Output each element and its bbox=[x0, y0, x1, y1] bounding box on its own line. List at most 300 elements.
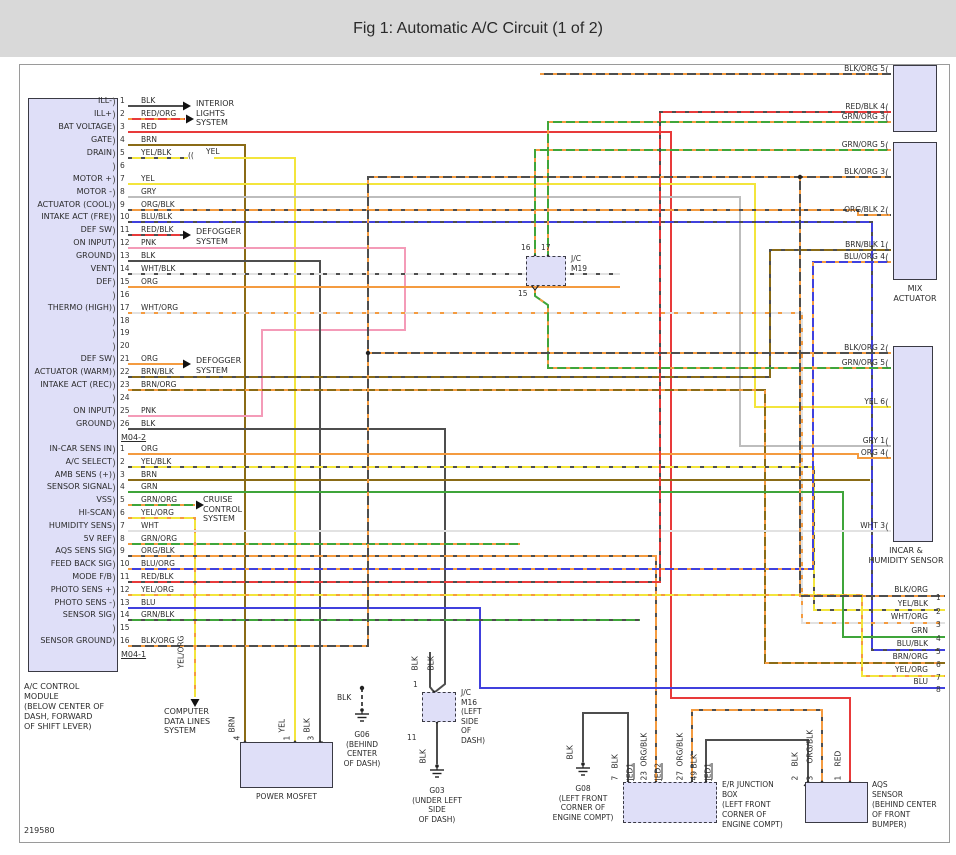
pin-number: 5 bbox=[120, 495, 125, 504]
pin-function-label: ACTUATOR (COOL) bbox=[37, 200, 112, 209]
wire-color-label: ORG/BLK bbox=[141, 546, 175, 555]
wire-blk bbox=[583, 713, 628, 781]
wire-color-label: RED/BLK bbox=[141, 572, 174, 581]
pin-number: 3 bbox=[120, 122, 125, 131]
pin-function-label: A/C SELECT bbox=[65, 457, 112, 466]
wire-color-label: GRY bbox=[141, 187, 157, 196]
module-caption: MODULE bbox=[24, 692, 59, 701]
pin-number: 10 bbox=[120, 212, 130, 221]
aqs-sensor-box-label: (BEHIND CENTER bbox=[872, 800, 937, 809]
pin-bracket: ( bbox=[885, 344, 889, 355]
pin-function-label: AQS SENS SIG bbox=[55, 546, 112, 555]
pin-number: 1 bbox=[120, 96, 125, 105]
ground-label-G08: (LEFT FRONT bbox=[558, 793, 608, 803]
system-ref-interior-lights: SYSTEM bbox=[196, 118, 228, 127]
vertical-wire-label: 23 bbox=[639, 770, 649, 781]
vertical-wire-label: BLK bbox=[610, 754, 620, 769]
component-pin-label: GRY 1 bbox=[862, 436, 885, 445]
wire-color-label: RED/ORG bbox=[141, 109, 177, 118]
jc-m19-pin-number: 16 bbox=[521, 243, 531, 252]
jc-m16-pin-number: 11 bbox=[407, 733, 417, 742]
wire-color-label: PNK bbox=[141, 238, 157, 247]
pin-bracket: ) bbox=[112, 291, 116, 302]
ground-label-G06: OF DASH) bbox=[343, 758, 381, 768]
pin-bracket: ) bbox=[112, 586, 116, 597]
wire-color-label: WHT/BLK bbox=[141, 264, 176, 273]
wire-color-label: WHT bbox=[141, 521, 159, 530]
jc-m16-label: J/C bbox=[461, 688, 471, 697]
pin-bracket: ) bbox=[112, 471, 116, 482]
pin-bracket: ) bbox=[112, 637, 116, 648]
vertical-wire-label: BLK bbox=[689, 754, 699, 769]
pin-bracket: ( bbox=[885, 359, 889, 370]
wire-color-label: BLU bbox=[141, 598, 156, 607]
jc-m16-label: M16 bbox=[461, 697, 478, 707]
jc-m16-label: OF bbox=[461, 726, 472, 735]
wire-color-label: GRN/BLK bbox=[141, 610, 175, 619]
pin-number: 8 bbox=[120, 534, 125, 543]
pin-bracket: ( bbox=[885, 449, 889, 460]
pin-bracket: ) bbox=[112, 624, 116, 635]
ground-label-G08: CORNER OF bbox=[560, 803, 606, 812]
pin-bracket: ( bbox=[885, 168, 889, 179]
pin-function-label: 5V REF bbox=[83, 534, 112, 543]
pin-function-label: THERMO (HIGH) bbox=[47, 303, 112, 312]
pin-number: 9 bbox=[120, 546, 125, 555]
system-ref-cruise-control: CRUISE bbox=[203, 495, 233, 504]
pin-number: 21 bbox=[120, 354, 130, 363]
vertical-wire-label: 2 bbox=[790, 775, 800, 781]
system-ref-computer-data-lines: COMPUTER bbox=[164, 707, 209, 716]
pin-bracket: ) bbox=[112, 483, 116, 494]
component-pin-label: GRN/ORG 5 bbox=[841, 358, 885, 367]
pin-number: 25 bbox=[120, 406, 130, 415]
wire-color-label: BLU/BLK bbox=[141, 212, 173, 221]
pin-bracket: ) bbox=[112, 342, 116, 353]
vertical-wire-label: 1 bbox=[282, 735, 292, 741]
component-pin-label: GRN/ORG 3 bbox=[841, 112, 885, 121]
system-ref-defogger-1: SYSTEM bbox=[196, 236, 228, 246]
wire-color-label: YEL/BLK bbox=[141, 457, 172, 466]
pin-number: 12 bbox=[120, 585, 130, 594]
wire-yel bbox=[128, 184, 891, 407]
pin-number: 20 bbox=[120, 341, 130, 350]
component-pin-label: BLK/ORG 3 bbox=[844, 167, 885, 176]
pin-bracket: ) bbox=[112, 611, 116, 622]
pin-number: 2 bbox=[120, 457, 125, 466]
ground-label-G06: G06 bbox=[354, 730, 370, 739]
vertical-wire-label: RED bbox=[833, 750, 843, 767]
pin-bracket: ) bbox=[112, 407, 116, 418]
wire-color-label: WHT/ORG bbox=[141, 303, 179, 312]
wire-color-label: ORG bbox=[141, 277, 158, 286]
pin-number: 4 bbox=[120, 482, 125, 491]
pin-bracket: ) bbox=[112, 599, 116, 610]
er-junction-box-label: E/R JUNCTION bbox=[722, 780, 774, 789]
incar-humidity-sensor-box bbox=[893, 346, 933, 542]
pin-bracket: ) bbox=[112, 368, 116, 379]
pin-number: 14 bbox=[120, 610, 130, 619]
right-edge-pin-number: 1 bbox=[936, 593, 941, 602]
pin-bracket: ( bbox=[885, 65, 889, 76]
component-pin-label: YEL 6 bbox=[864, 397, 885, 406]
vertical-wire-label: JED2 bbox=[653, 763, 663, 781]
pin-bracket: ( bbox=[885, 437, 889, 448]
right-edge-wire-label: BRN/ORG bbox=[892, 652, 928, 661]
component-pin-label: BLK/ORG 2 bbox=[844, 343, 885, 352]
system-ref-computer-data-lines: DATA LINES bbox=[164, 716, 211, 726]
vertical-wire-label: JED1 bbox=[703, 763, 713, 781]
module-caption: (BELOW CENTER OF bbox=[24, 702, 105, 711]
pin-function-label: FEED BACK SIG bbox=[50, 559, 112, 568]
pin-bracket: ( bbox=[885, 241, 889, 252]
power-mosfet-label: POWER MOSFET bbox=[256, 792, 317, 801]
pin-function-label: DEF SW bbox=[80, 354, 112, 363]
vertical-wire-label: BLK bbox=[565, 745, 575, 760]
wire-color-label: YEL bbox=[141, 174, 155, 183]
system-ref-arrow-icon bbox=[186, 115, 194, 124]
system-ref-arrow-icon bbox=[191, 699, 200, 707]
module-caption: A/C CONTROL bbox=[24, 682, 80, 691]
vertical-wire-label: BLK bbox=[410, 656, 420, 671]
system-ref-computer-data-lines: SYSTEM bbox=[164, 726, 196, 735]
pin-bracket: ) bbox=[112, 136, 116, 147]
wire-color-label: BLK bbox=[141, 251, 156, 260]
wire-annotation: BLK bbox=[337, 693, 352, 702]
pin-number: 8 bbox=[120, 187, 125, 196]
pin-function-label: GATE bbox=[91, 135, 112, 144]
wire-color-label: BRN bbox=[141, 470, 157, 479]
ground-label-G03: SIDE bbox=[428, 805, 446, 814]
wire-color-label: GRN/ORG bbox=[141, 534, 178, 543]
jc-m19-label: J/C bbox=[571, 254, 581, 263]
pin-bracket: ( bbox=[885, 522, 889, 533]
pin-number: 22 bbox=[120, 367, 130, 376]
jc-m16-pin-number: 1 bbox=[413, 680, 418, 689]
wire-yel-blk bbox=[128, 467, 945, 610]
aqs-sensor-box-label: AQS bbox=[872, 780, 888, 789]
pin-bracket: ) bbox=[112, 355, 116, 366]
aqs-sensor-box bbox=[805, 782, 868, 823]
pin-bracket: ) bbox=[112, 535, 116, 546]
junction-dot bbox=[366, 351, 370, 355]
wire-grn bbox=[128, 492, 945, 637]
pin-bracket: ) bbox=[112, 381, 116, 392]
component-pin-label: BRN/BLK 1 bbox=[845, 240, 885, 249]
aqs-sensor-box-label: OF FRONT bbox=[872, 810, 911, 819]
right-edge-pin-number: 6 bbox=[936, 660, 941, 669]
wire-color-label: YEL/ORG bbox=[141, 585, 174, 594]
system-ref-cruise-control: SYSTEM bbox=[203, 514, 235, 523]
er-junction-box-label: ENGINE COMPT) bbox=[722, 820, 783, 829]
pin-number: 15 bbox=[120, 623, 130, 632]
wire-color-label: RED bbox=[141, 122, 157, 131]
right-edge-pin-number: 8 bbox=[936, 685, 941, 694]
mix-actuator-label: ACTUATOR bbox=[893, 294, 937, 303]
component-pin-label: ORG 4 bbox=[860, 448, 885, 457]
pin-number: 7 bbox=[120, 174, 125, 183]
module-caption: DASH, FORWARD bbox=[24, 712, 93, 721]
pin-bracket: ) bbox=[112, 329, 116, 340]
component-pin-label: ORG/BLK 2 bbox=[844, 205, 885, 214]
ground-label-G03: OF DASH) bbox=[418, 814, 456, 824]
ground-label-G06: CENTER bbox=[346, 749, 378, 758]
pin-number: 23 bbox=[120, 380, 130, 389]
pin-function-label: IN-CAR SENS IN bbox=[49, 444, 112, 453]
pin-function-label: SENSOR GROUND bbox=[40, 636, 112, 645]
aqs-sensor-box-label: BUMPER) bbox=[872, 820, 907, 829]
jc-m16-box bbox=[422, 692, 456, 722]
system-ref-arrow-icon bbox=[183, 360, 191, 369]
wire-color-label: RED/BLK bbox=[141, 225, 174, 234]
vertical-wire-label: YEL/ORG bbox=[176, 635, 186, 669]
wire-annotation: YEL bbox=[206, 147, 220, 156]
module-caption: OF SHIFT LEVER) bbox=[24, 722, 92, 731]
pin-function-label: ON INPUT bbox=[73, 406, 112, 415]
right-edge-wire-label: BLU/BLK bbox=[896, 639, 928, 648]
pin-bracket: ) bbox=[112, 496, 116, 507]
er-junction-box-label: (LEFT FRONT bbox=[722, 800, 771, 809]
right-edge-wire-label: YEL/BLK bbox=[897, 599, 928, 608]
vertical-wire-label: JED1 bbox=[625, 763, 635, 781]
pin-number: 2 bbox=[120, 109, 125, 118]
system-ref-cruise-control: CONTROL bbox=[203, 504, 243, 514]
pin-bracket: ) bbox=[112, 110, 116, 121]
pin-bracket: ) bbox=[112, 420, 116, 431]
right-edge-pin-number: 3 bbox=[936, 620, 941, 629]
right-edge-wire-label: YEL/ORG bbox=[895, 665, 928, 674]
pin-bracket: ) bbox=[112, 458, 116, 469]
right-edge-wire-label: GRN bbox=[911, 626, 928, 635]
pin-bracket: ( bbox=[885, 141, 889, 152]
pin-number: 16 bbox=[120, 290, 130, 299]
pin-bracket: ) bbox=[112, 188, 116, 199]
mix-actuator-box bbox=[893, 142, 937, 280]
pin-number: 5 bbox=[120, 148, 125, 157]
wire-org-blk bbox=[128, 210, 891, 215]
pin-bracket: ) bbox=[112, 560, 116, 571]
page-title: Fig 1: Automatic A/C Circuit (1 of 2) bbox=[353, 19, 603, 37]
pin-bracket: ) bbox=[112, 445, 116, 456]
pin-number: 15 bbox=[120, 277, 130, 286]
pin-function-label: MOTOR - bbox=[76, 187, 112, 196]
pin-bracket: ) bbox=[112, 317, 116, 328]
pin-bracket: ) bbox=[112, 547, 116, 558]
wire-color-label: GRN bbox=[141, 482, 158, 491]
vertical-wire-label: 7 bbox=[610, 775, 620, 781]
pin-number: 6 bbox=[120, 508, 125, 517]
jc-m19-pin-number: 15 bbox=[518, 289, 528, 298]
pin-function-label: VSS bbox=[96, 495, 112, 504]
pin-function-label: HI-SCAN bbox=[78, 508, 112, 517]
pin-number: 13 bbox=[120, 598, 130, 607]
component-pin-label: GRN/ORG 5 bbox=[841, 140, 885, 149]
pin-bracket: ( bbox=[885, 103, 889, 114]
wire-color-label: GRN/ORG bbox=[141, 495, 178, 504]
pin-number: 6 bbox=[120, 161, 125, 170]
vertical-wire-label: BLK bbox=[418, 749, 428, 764]
wire-red-blk bbox=[128, 112, 891, 582]
wire-stripe bbox=[535, 289, 891, 368]
vertical-wire-label: 49 bbox=[689, 770, 699, 781]
pin-function-label: ACTUATOR (WARM) bbox=[34, 367, 112, 376]
pin-bracket: ) bbox=[112, 522, 116, 533]
pin-function-label: VENT bbox=[90, 264, 112, 273]
right-edge-wire-label: BLK/ORG bbox=[894, 585, 928, 594]
pin-bracket: ) bbox=[112, 149, 116, 160]
ground-label-G03: G03 bbox=[429, 786, 445, 795]
pin-bracket: ) bbox=[112, 123, 116, 134]
pin-function-label: GROUND bbox=[75, 251, 112, 260]
pin-function-label: DEF SW bbox=[80, 225, 112, 234]
right-edge-pin-number: 7 bbox=[936, 673, 941, 682]
right-edge-wire-label: WHT/ORG bbox=[890, 612, 928, 621]
pin-function-label: GROUND bbox=[75, 419, 112, 428]
vertical-wire-label: ORG/BLK bbox=[805, 729, 815, 764]
pin-number: 7 bbox=[120, 521, 125, 530]
wire-stripe bbox=[128, 467, 945, 610]
connector-name: M04-2 bbox=[121, 433, 147, 442]
component-pin-label: RED/BLK 4 bbox=[845, 102, 885, 111]
jc-m16-label: (LEFT bbox=[461, 707, 482, 716]
wire-gry bbox=[128, 197, 891, 446]
jc-m19-box bbox=[526, 256, 566, 286]
pin-number: 11 bbox=[120, 225, 130, 234]
pin-bracket: ) bbox=[112, 201, 116, 212]
component-pin-label: BLU/ORG 4 bbox=[843, 252, 885, 261]
wire-color-label: BLK bbox=[141, 96, 156, 105]
vertical-wire-label: 4 bbox=[232, 735, 242, 741]
system-ref-defogger-1: DEFOGGER bbox=[196, 227, 242, 236]
pin-number: 18 bbox=[120, 316, 130, 325]
vertical-wire-label: 27 bbox=[675, 770, 685, 781]
pin-number: 11 bbox=[120, 572, 130, 581]
aqs-sensor-box-label: SENSOR bbox=[872, 790, 903, 799]
pin-bracket: ) bbox=[112, 573, 116, 584]
pin-bracket: ) bbox=[112, 509, 116, 520]
pin-bracket: ) bbox=[112, 265, 116, 276]
pin-number: 19 bbox=[120, 328, 130, 337]
pin-function-label: SENSOR SIGNAL bbox=[46, 482, 112, 491]
vertical-wire-label: ORG/BLK bbox=[675, 732, 685, 767]
vertical-wire-label: 3 bbox=[805, 775, 815, 781]
er-junction-box-label: BOX bbox=[722, 790, 738, 799]
pin-function-label: ON INPUT bbox=[73, 238, 112, 247]
vertical-wire-label: BRN bbox=[227, 716, 237, 733]
pin-number: 9 bbox=[120, 200, 125, 209]
wire-stripe bbox=[128, 112, 891, 582]
wire-color-label: BRN/ORG bbox=[141, 380, 177, 389]
wire-grn-org bbox=[535, 289, 891, 368]
pin-number: 1 bbox=[120, 444, 125, 453]
system-ref-interior-lights: LIGHTS bbox=[196, 108, 225, 118]
pin-function-label: SENSOR SIG bbox=[62, 610, 112, 619]
vertical-wire-label: 3 bbox=[306, 735, 316, 741]
vertical-wire-label: 1 bbox=[833, 775, 843, 781]
junction-dot bbox=[360, 686, 364, 690]
pin-number: 14 bbox=[120, 264, 130, 273]
wire-color-label: BLK/ORG bbox=[141, 636, 175, 645]
wire-color-label: BLU/ORG bbox=[141, 559, 175, 568]
pin-number: 17 bbox=[120, 303, 130, 312]
system-ref-arrow-icon bbox=[183, 102, 191, 111]
pin-bracket: ) bbox=[112, 394, 116, 405]
pin-function-label: PHOTO SENS + bbox=[50, 585, 112, 594]
vertical-wire-label: BLK bbox=[790, 752, 800, 767]
junction-dot bbox=[798, 175, 802, 179]
pin-number: 3 bbox=[120, 470, 125, 479]
vertical-wire-label: YEL bbox=[277, 719, 287, 733]
component-pin-label: WHT 3 bbox=[860, 521, 885, 530]
pin-bracket: ) bbox=[112, 304, 116, 315]
pin-bracket: ) bbox=[112, 252, 116, 263]
wire-color-label: YEL/BLK bbox=[141, 148, 172, 157]
actuator-partial-box bbox=[893, 65, 937, 132]
right-edge-pin-number: 4 bbox=[936, 634, 941, 643]
pin-function-label: MODE F/B bbox=[72, 572, 112, 581]
right-edge-wire-label: BLU bbox=[913, 677, 928, 686]
jc-m19-pin-number: 17 bbox=[541, 243, 551, 252]
pin-function-label: ILL- bbox=[97, 96, 112, 105]
system-ref-defogger-2: DEFOGGER bbox=[196, 356, 242, 365]
incar-humidity-sensor-label: HUMIDITY SENSOR bbox=[868, 556, 944, 565]
right-edge-pin-number: 5 bbox=[936, 647, 941, 656]
pin-number: 13 bbox=[120, 251, 130, 260]
system-ref-arrow-icon bbox=[183, 231, 191, 240]
wire-color-label: BRN bbox=[141, 135, 157, 144]
vertical-wire-label: BLK bbox=[426, 656, 436, 671]
pin-function-label: BAT VOLTAGE bbox=[58, 122, 112, 131]
pin-function-label: INTAKE ACT (FRE) bbox=[41, 212, 112, 221]
pin-function-label: AMB SENS (+) bbox=[54, 470, 112, 479]
power-mosfet-box bbox=[240, 742, 333, 788]
pin-bracket: ( bbox=[885, 398, 889, 409]
pin-bracket: ) bbox=[112, 239, 116, 250]
pin-bracket: ) bbox=[112, 175, 116, 186]
pin-function-label: INTAKE ACT (REC) bbox=[40, 380, 112, 389]
ground-label-G08: ENGINE COMPT) bbox=[552, 812, 614, 822]
pin-bracket: ( bbox=[885, 113, 889, 124]
wire-color-label: PNK bbox=[141, 406, 157, 415]
pin-function-label: DRAIN bbox=[86, 148, 112, 157]
pin-number: 4 bbox=[120, 135, 125, 144]
pin-function-label: HUMIDITY SENS bbox=[48, 521, 112, 530]
diagram-number: 219580 bbox=[24, 826, 55, 835]
pin-bracket: ) bbox=[112, 213, 116, 224]
pin-bracket: ( bbox=[885, 206, 889, 217]
wire-org bbox=[128, 454, 891, 458]
system-ref-defogger-2: SYSTEM bbox=[196, 365, 228, 375]
pin-number: 12 bbox=[120, 238, 130, 247]
incar-humidity-sensor-label: INCAR & bbox=[889, 546, 923, 555]
vertical-wire-label: ORG/BLK bbox=[639, 732, 649, 767]
pin-number: 16 bbox=[120, 636, 130, 645]
wire-color-label: ORG/BLK bbox=[141, 200, 175, 209]
wire-color-label: YEL/ORG bbox=[141, 508, 174, 517]
wire-color-label: ORG bbox=[141, 354, 158, 363]
system-ref-interior-lights: INTERIOR bbox=[196, 99, 235, 108]
pin-bracket: ) bbox=[112, 226, 116, 237]
mix-actuator-label: MIX bbox=[907, 284, 923, 293]
vertical-wire-label: BLK bbox=[302, 718, 312, 733]
ground-label-G08: G08 bbox=[575, 784, 591, 793]
pin-number: 10 bbox=[120, 559, 130, 568]
er-junction-box bbox=[623, 782, 717, 823]
pin-bracket: ) bbox=[112, 97, 116, 108]
pin-function-label: DEF bbox=[96, 277, 112, 286]
right-edge-pin-number: 2 bbox=[936, 607, 941, 616]
pin-function-label: ILL+ bbox=[94, 109, 112, 118]
